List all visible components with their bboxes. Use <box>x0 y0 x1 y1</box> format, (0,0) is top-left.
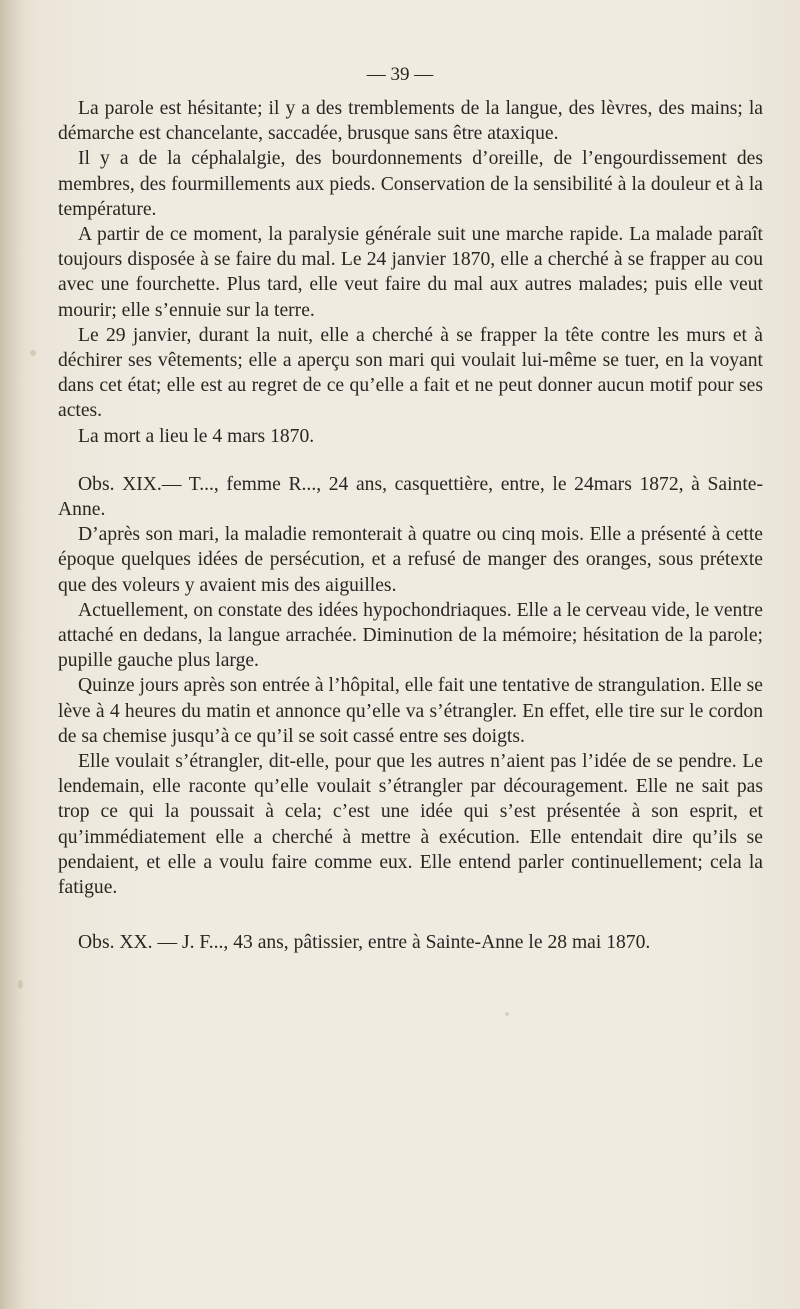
observation-19-current-state: Actuellement, on constate des idées hypochondriaques. Elle a le cerveau vide, le ventre attaché en dedans, la langue arrachée. Diminution de la mémoire; hésitation de la parole; pupille gauche plus large. <box>58 599 763 672</box>
paragraph-progression: A partir de ce moment, la paralysie générale suit une marche rapide. La malade paraît toujours disposée à se faire du mal. Le 24 janvier 1870, elle a cherché à se frapper au cou avec une fourchette. Plus tard, elle veut faire du mal aux autres malades; puis elle veut mourir; elle s’ennuie sur la terre. <box>58 224 763 321</box>
section-gap <box>58 449 763 472</box>
observation-19-history: D’après son mari, la maladie remonterait à quatre ou cinq mois. Elle a présenté à cette époque quelques idées de persécution, et a refusé de manger des oranges, sous prétexte que des voleurs y avaient mis des aiguilles. <box>58 524 763 596</box>
paper-stain <box>18 980 23 989</box>
paper-stain <box>30 350 36 356</box>
paragraph-january-29: Le 29 janvier, durant la nuit, elle a cherché à se frapper la tête contre les murs et à déchirer ses vêtements; elle a aperçu son mari qui voulait lui-même se tuer, en la voyant dans cet état; elle est au regret de ce qu’elle a fait et ne peut donner aucun motif pour ses actes. <box>58 324 763 422</box>
observation-20-heading: Obs. XX. — J. F..., 43 ans, pâtissier, entre à Sainte-Anne le 28 mai 1870. <box>78 932 651 954</box>
paper-stain <box>505 1012 509 1016</box>
page-number: — 39 — <box>366 64 434 85</box>
paragraph-speech: La parole est hésitante; il y a des tremblements de la langue, des lèvres, des mains; la démarche est chancelante, saccadée, brusque sans être ataxique. <box>58 98 763 145</box>
body-text <box>58 96 763 956</box>
observation-19-heading: Obs. XIX.— T..., femme R..., 24 ans, casquettière, entre, le 24mars 1872, à Sainte-Anne. <box>58 473 763 521</box>
observation-19-strangulation: Quinze jours après son entrée à l’hôpital, elle fait une tentative de strangulation. Elle se lève à 4 heures du matin et annonce qu’elle va s’étrangler. En effet, elle tire sur le cordon de sa chemise jusqu’à ce qu’il se soit cassé entre ses doigts. <box>58 675 763 747</box>
paragraph-death: La mort a lieu le 4 mars 1870. <box>78 425 315 447</box>
observation-19-explanation: Elle voulait s’étrangler, dit-elle, pour que les autres n’aient pas l’idée de se pendre. Le lendemain, elle raconte qu’elle voulait s’étrangler par découragement. Elle ne sait pas trop ce qui la poussait à cela; c’est une idée qui s’est présentée à son esprit, et qu’immédiatement elle a cherché à mettre à exécution. Elle entendait dire qu’ils se pendaient, et elle a voulu faire comme eux. Elle entend parler continuellement; cela la fatigue. <box>58 751 763 899</box>
paragraph-symptoms: Il y a de la céphalalgie, des bourdonnements d’oreille, de l’engourdissement des membres, des fourmillements aux pieds. Conservation de la sensibilité à la douleur et à la température. <box>58 148 763 220</box>
section-gap <box>58 900 763 930</box>
